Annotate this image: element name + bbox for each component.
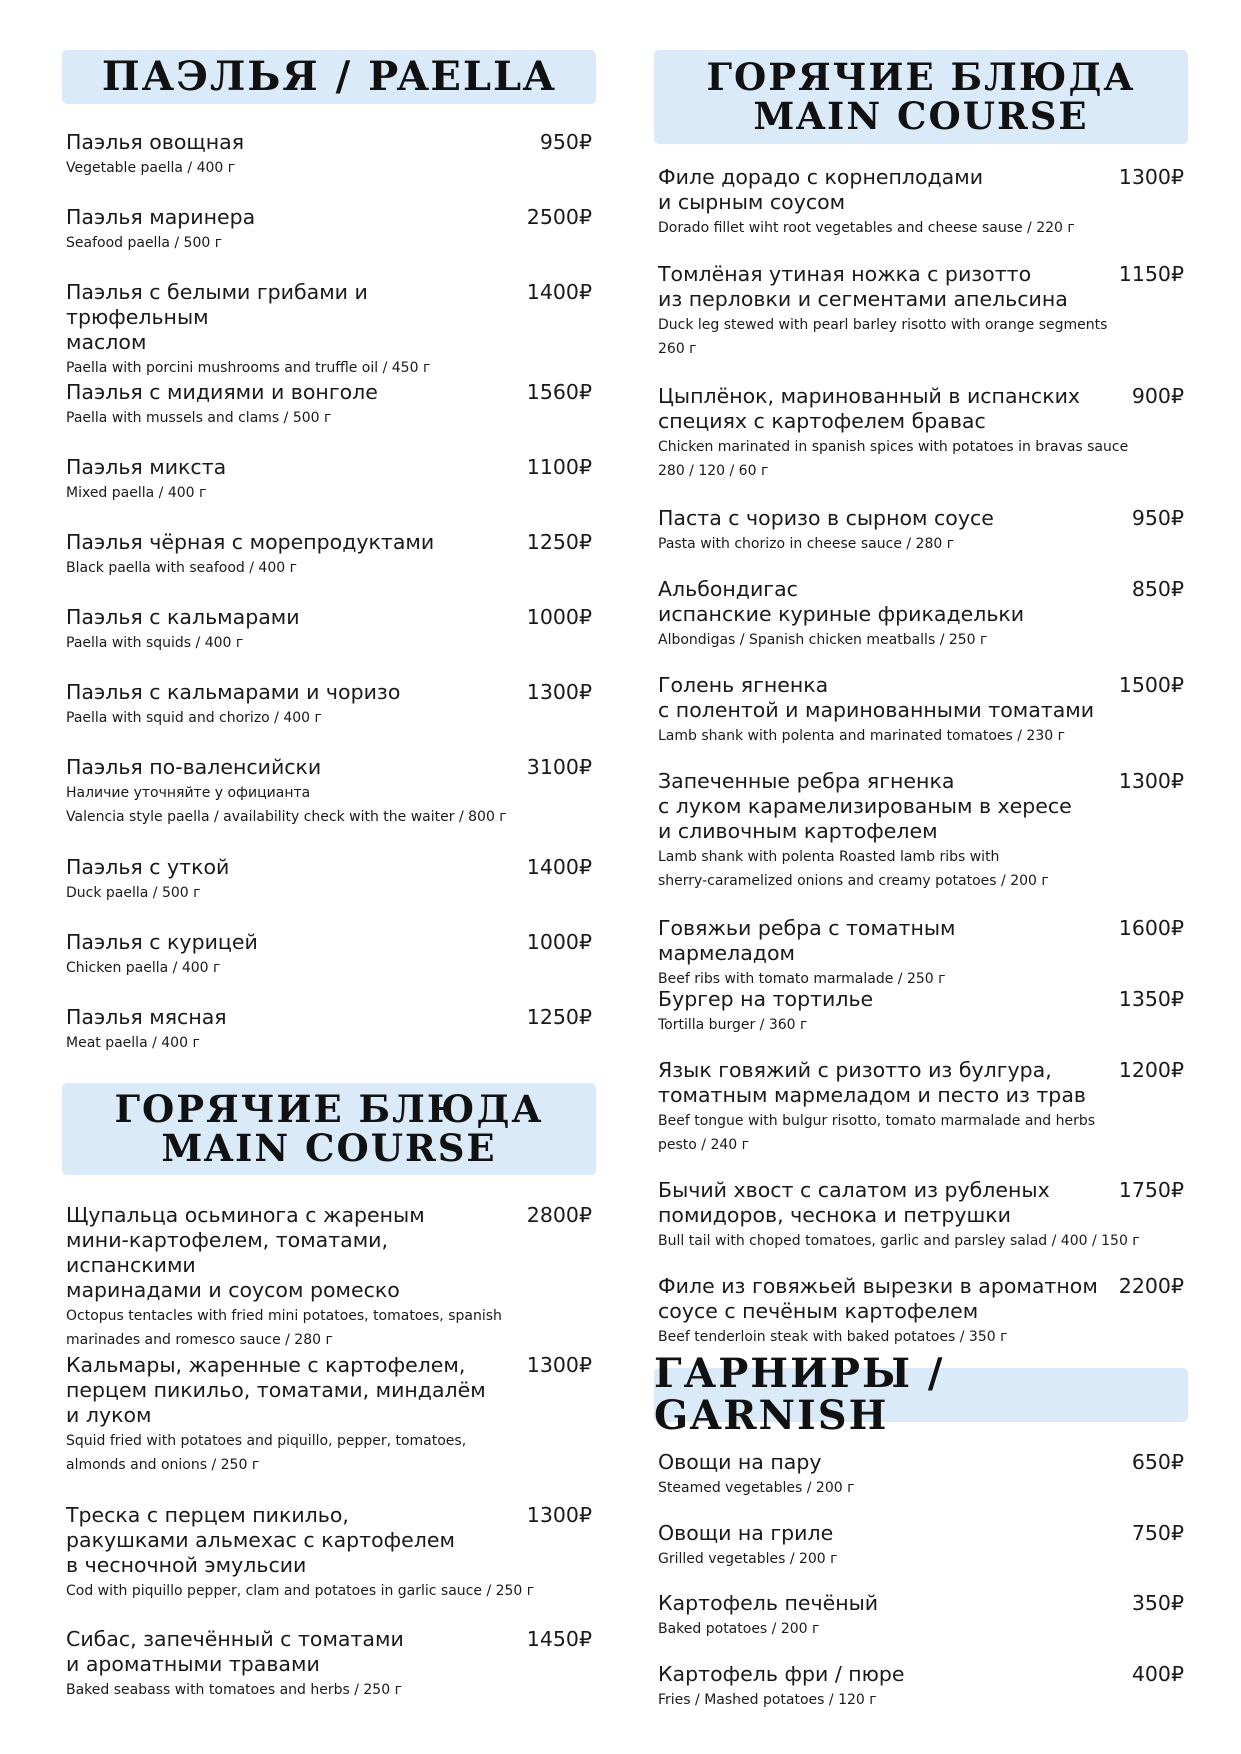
item-name: Паэлья овощная bbox=[66, 130, 245, 154]
item-name: Паэлья с кальмарами bbox=[66, 605, 300, 629]
item-description: Pasta with chorizo in cheese sauce / 280 г bbox=[658, 536, 955, 552]
item-price: 750₽ bbox=[1131, 1521, 1184, 1545]
menu-item-paella-7 bbox=[66, 605, 592, 655]
item-description: Beef ribs with tomato marmalade / 250 г bbox=[658, 971, 946, 987]
item-description: Dorado fillet wiht root vegetables and cheese sause / 220 г bbox=[658, 220, 1075, 236]
item-description: Наличие уточняйте у официанта Valencia style paella / availability check with the waiter / 800 г bbox=[66, 785, 507, 825]
menu-item-main-right-12 bbox=[658, 1274, 1184, 1349]
item-description: Vegetable paella / 400 г bbox=[66, 160, 236, 176]
menu-item-main-right-9 bbox=[658, 987, 1184, 1037]
item-price: 1250₽ bbox=[526, 530, 592, 554]
item-price: 400₽ bbox=[1131, 1662, 1184, 1686]
item-price: 3100₽ bbox=[526, 755, 592, 779]
item-name: Паэлья с курицей bbox=[66, 930, 258, 954]
item-description: Beef tongue with bulgur risotto, tomato marmalade and herbs pesto / 240 г bbox=[658, 1113, 1096, 1153]
item-description: Paella with squids / 400 г bbox=[66, 635, 244, 651]
main-course-title-en: MAIN COURSE bbox=[753, 94, 1089, 138]
main-course-left-header bbox=[62, 1083, 596, 1175]
item-description: Seafood paella / 500 г bbox=[66, 235, 223, 251]
item-name: Паэлья с белыми грибами и трюфельным маслом bbox=[66, 280, 368, 354]
item-name: Паэлья чёрная с морепродуктами bbox=[66, 530, 435, 554]
item-price: 1000₽ bbox=[526, 930, 592, 954]
menu-item-main-right-10 bbox=[658, 1058, 1184, 1157]
main-course-title-ru: ГОРЯЧИЕ БЛЮДА bbox=[706, 55, 1136, 100]
menu-item-paella-8 bbox=[66, 680, 592, 730]
menu-item-main-right-3 bbox=[658, 384, 1184, 483]
item-price: 1560₽ bbox=[526, 380, 592, 404]
item-description: Baked seabass with tomatoes and herbs / 250 г bbox=[66, 1682, 402, 1698]
item-description: Tortilla burger / 360 г bbox=[658, 1017, 808, 1033]
item-price: 1500₽ bbox=[1118, 673, 1184, 697]
main-course-title-en: MAIN COURSE bbox=[161, 1126, 497, 1170]
item-price: 350₽ bbox=[1131, 1591, 1184, 1615]
item-name: Треска с перцем пикильо, ракушками альмехас с картофелем в чесночной эмульсии bbox=[66, 1503, 455, 1577]
item-price: 1750₽ bbox=[1118, 1178, 1184, 1202]
menu-item-main-right-7 bbox=[658, 769, 1184, 893]
item-name: Язык говяжий с ризотто из булгура, томатным мармеладом и песто из трав bbox=[658, 1058, 1086, 1107]
item-description: Cod with piquillo pepper, clam and potatoes in garlic sauce / 250 г bbox=[66, 1583, 535, 1599]
menu-item-paella-11 bbox=[66, 930, 592, 980]
item-name: Голень ягненка с полентой и маринованными томатами bbox=[658, 673, 1095, 722]
item-price: 2200₽ bbox=[1118, 1274, 1184, 1298]
item-name: Кальмары, жаренные с картофелем, перцем пикильо, томатами, миндалём и луком bbox=[66, 1353, 486, 1427]
item-name: Альбондигас испанские куриные фрикадельки bbox=[658, 577, 1025, 626]
item-price: 1300₽ bbox=[1118, 165, 1184, 189]
item-name: Сибас, запечённый с томатами и ароматными травами bbox=[66, 1627, 404, 1676]
menu-item-main-right-11 bbox=[658, 1178, 1184, 1253]
item-name: Филе из говяжьей вырезки в ароматном соусе с печёным картофелем bbox=[658, 1274, 1098, 1323]
item-price: 1150₽ bbox=[1118, 262, 1184, 286]
item-description: Paella with mussels and clams / 500 г bbox=[66, 410, 332, 426]
menu-item-main-left-4 bbox=[66, 1627, 592, 1702]
item-description: Mixed paella / 400 г bbox=[66, 485, 207, 501]
item-name: Овощи на гриле bbox=[658, 1521, 834, 1545]
item-name: Говяжьи ребра с томатным мармеладом bbox=[658, 916, 956, 965]
item-description: Lamb shank with polenta and marinated tomatoes / 230 г bbox=[658, 728, 1065, 744]
item-price: 1300₽ bbox=[526, 680, 592, 704]
item-price: 1450₽ bbox=[526, 1627, 592, 1651]
paella-section-title: ПАЭЛЬЯ / PAELLA bbox=[101, 53, 557, 100]
item-description: Duck leg stewed with pearl barley risotto with orange segments 260 г bbox=[658, 317, 1108, 357]
item-price: 1300₽ bbox=[526, 1353, 592, 1377]
item-description: Chicken paella / 400 г bbox=[66, 960, 221, 976]
item-description: Squid fried with potatoes and piquillo, pepper, tomatoes, almonds and onions / 250 г bbox=[66, 1433, 467, 1473]
menu-item-main-left-3 bbox=[66, 1503, 592, 1603]
item-price: 900₽ bbox=[1131, 384, 1184, 408]
item-name: Картофель фри / пюре bbox=[658, 1662, 905, 1686]
menu-item-paella-1 bbox=[66, 130, 592, 180]
menu-item-paella-9 bbox=[66, 755, 592, 829]
item-description: Lamb shank with polenta Roasted lamb ribs with sherry-caramelized onions and creamy potatoes / 200 г bbox=[658, 849, 1049, 889]
item-price: 1350₽ bbox=[1118, 987, 1184, 1011]
menu-item-main-right-5 bbox=[658, 577, 1184, 652]
item-price: 1300₽ bbox=[526, 1503, 592, 1527]
menu-item-paella-10 bbox=[66, 855, 592, 905]
item-name: Картофель печёный bbox=[658, 1591, 879, 1615]
item-price: 2800₽ bbox=[526, 1203, 592, 1227]
item-price: 850₽ bbox=[1131, 577, 1184, 601]
item-description: Bull tail with choped tomatoes, garlic and parsley salad / 400 / 150 г bbox=[658, 1233, 1140, 1249]
item-name: Запеченные ребра ягненка с луком карамелизированым в хересе и сливочным картофелем bbox=[658, 769, 1072, 843]
main-course-title-ru: ГОРЯЧИЕ БЛЮДА bbox=[114, 1087, 544, 1132]
item-description: Baked potatoes / 200 г bbox=[658, 1621, 820, 1637]
menu-item-main-left-2 bbox=[66, 1353, 592, 1477]
item-name: Цыплёнок, маринованный в испанских специях с картофелем бравас bbox=[658, 384, 1081, 433]
menu-item-main-right-2 bbox=[658, 262, 1184, 361]
item-name: Паста с чоризо в сырном соусе bbox=[658, 506, 994, 530]
item-name: Паэлья с уткой bbox=[66, 855, 230, 879]
item-price: 2500₽ bbox=[526, 205, 592, 229]
item-name: Бычий хвост с салатом из рубленых помидоров, чеснока и петрушки bbox=[658, 1178, 1050, 1227]
menu-item-garnish-3 bbox=[658, 1591, 1184, 1641]
item-description: Octopus tentacles with fried mini potatoes, tomatoes, spanish marinades and romesco sauce / 280 г bbox=[66, 1308, 502, 1348]
menu-item-paella-6 bbox=[66, 530, 592, 580]
item-description: Black paella with seafood / 400 г bbox=[66, 560, 297, 576]
item-price: 950₽ bbox=[1131, 506, 1184, 530]
item-price: 1250₽ bbox=[526, 1005, 592, 1029]
item-description: Duck paella / 500 г bbox=[66, 885, 201, 901]
item-description: Meat paella / 400 г bbox=[66, 1035, 200, 1051]
menu-item-paella-3 bbox=[66, 280, 592, 380]
menu-item-paella-5 bbox=[66, 455, 592, 505]
item-price: 1000₽ bbox=[526, 605, 592, 629]
item-description: Beef tenderloin steak with baked potatoes / 350 г bbox=[658, 1329, 1008, 1345]
item-price: 650₽ bbox=[1131, 1450, 1184, 1474]
item-description: Grilled vegetables / 200 г bbox=[658, 1551, 838, 1567]
menu-item-paella-2 bbox=[66, 205, 592, 255]
menu-item-main-right-1 bbox=[658, 165, 1184, 240]
item-price: 950₽ bbox=[539, 130, 592, 154]
menu-item-garnish-1 bbox=[658, 1450, 1184, 1500]
garnish-section-title: ГАРНИРЫ / GARNISH bbox=[654, 1350, 945, 1439]
item-price: 1400₽ bbox=[526, 855, 592, 879]
menu-item-garnish-4 bbox=[658, 1662, 1184, 1712]
item-description: Fries / Mashed potatoes / 120 г bbox=[658, 1692, 877, 1708]
item-name: Паэлья с кальмарами и чоризо bbox=[66, 680, 401, 704]
menu-item-main-right-6 bbox=[658, 673, 1184, 748]
item-price: 1100₽ bbox=[526, 455, 592, 479]
item-description: Steamed vegetables / 200 г bbox=[658, 1480, 855, 1496]
item-name: Филе дорадо с корнеплодами и сырным соусом bbox=[658, 165, 984, 214]
item-name: Овощи на пару bbox=[658, 1450, 822, 1474]
menu-item-paella-12 bbox=[66, 1005, 592, 1055]
item-description: Albondigas / Spanish chicken meatballs / 250 г bbox=[658, 632, 988, 648]
item-name: Щупальца осьминога с жареным мини-картофелем, томатами, испанскими маринадами и соусом ромеско bbox=[66, 1203, 425, 1302]
item-description: Paella with squid and chorizo / 400 г bbox=[66, 710, 322, 726]
menu-item-main-right-4 bbox=[658, 506, 1184, 556]
item-name: Паэлья по-валенсийски bbox=[66, 755, 322, 779]
paella-section-header bbox=[62, 50, 596, 104]
garnish-section-header bbox=[654, 1350, 1188, 1439]
item-price: 1400₽ bbox=[526, 280, 592, 304]
main-course-right-header bbox=[654, 50, 1188, 144]
menu-item-garnish-2 bbox=[658, 1521, 1184, 1571]
item-price: 1300₽ bbox=[1118, 769, 1184, 793]
item-name: Томлёная утиная ножка с ризотто из перловки и сегментами апельсина bbox=[658, 262, 1068, 311]
item-name: Паэлья с мидиями и вонголе bbox=[66, 380, 378, 404]
item-name: Бургер на тортилье bbox=[658, 987, 874, 1011]
menu-item-paella-4 bbox=[66, 380, 592, 430]
item-price: 1600₽ bbox=[1118, 916, 1184, 940]
menu-item-main-left-1 bbox=[66, 1203, 592, 1352]
item-name: Паэлья микста bbox=[66, 455, 227, 479]
item-price: 1200₽ bbox=[1118, 1058, 1184, 1082]
item-description: Paella with porcini mushrooms and truffle oil / 450 г bbox=[66, 360, 431, 376]
item-name: Паэлья маринера bbox=[66, 205, 256, 229]
menu-item-main-right-8 bbox=[658, 916, 1184, 991]
item-name: Паэлья мясная bbox=[66, 1005, 227, 1029]
item-description: Chicken marinated in spanish spices with potatoes in bravas sauce 280 / 120 / 60 г bbox=[658, 439, 1129, 479]
